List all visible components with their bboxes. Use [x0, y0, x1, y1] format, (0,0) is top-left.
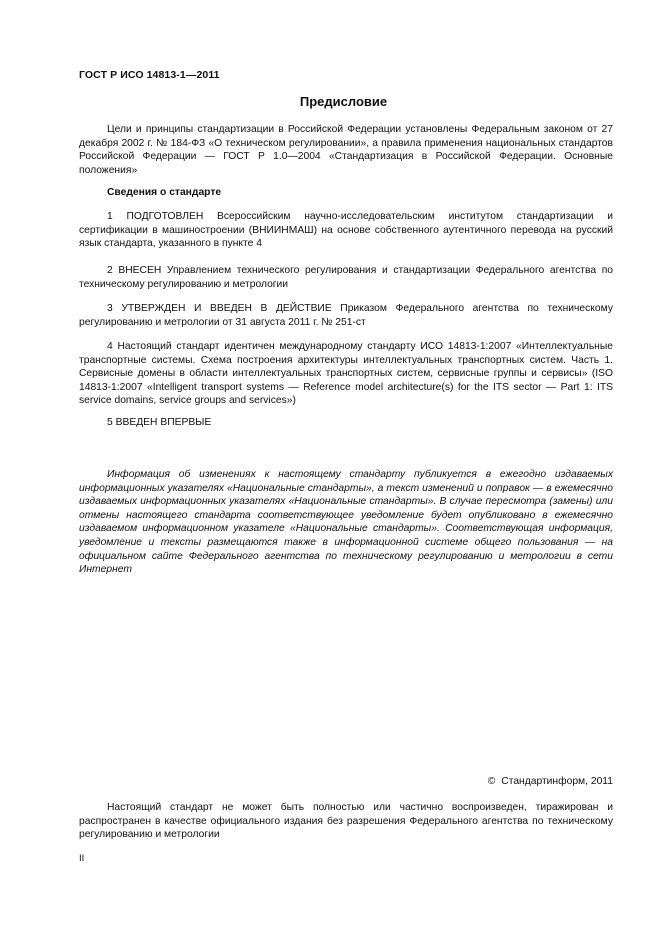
page-title: Предисловие	[299, 94, 388, 109]
item-2-text: 2 ВНЕСЕН Управлением технического регулирования и стандартизации Федерального агентства по техническому регулированию и метрологии	[79, 265, 613, 290]
reproduction-notice-text: Настоящий стандарт не может быть полностью или частично воспроизведен, тиражирован и распространен в качестве официального издания без разрешения Федерального агентства по техническому регулированию и метрологии	[79, 802, 613, 841]
standard-id-header: ГОСТ Р ИСО 14813-1—2011	[79, 69, 220, 81]
item-1-text: 1 ПОДГОТОВЛЕН Всероссийским научно-исследовательским институтом стандартизации и сертификации в машиностроении (ВНИИНМАШ) на основе собственного аутентичного перевода на русский язык стандарта, указанного в пункте 4	[79, 211, 613, 250]
item-2	[79, 264, 613, 291]
reproduction-notice	[79, 801, 613, 842]
item-1	[79, 210, 613, 251]
item-3-text: 3 УТВЕРЖДЕН И ВВЕДЕН В ДЕЙСТВИЕ Приказом Федерального агентства по техническому регулированию и метрологии от 31 августа 2011 г. № 251-ст	[79, 303, 613, 328]
notice-text: Информация об изменениях к настоящему стандарту публикуется в ежегодно издаваемых информационных указателях «Национальные стандарты», а текст изменений и поправок — в ежемесячно издаваемых информационных указателях «Национальные стандарты». В случае пересмотра (замены) или отмены настоящего стандарта соответствующее уведомление будет опубликовано в ежемесячно издаваемом информационном указателе «Национальные стандарты». Соответствующая информация, уведомление и тексты размещаются также в информационной системе общего пользования — на официальном сайте Федерального агентства по техническому регулированию и метрологии в сети Интернет	[79, 469, 613, 576]
notice-paragraph	[79, 468, 613, 577]
copyright-line	[488, 776, 613, 787]
item-4-text: 4 Настоящий стандарт идентичен международному стандарту ИСО 14813-1:2007 «Интеллектуальные транспортные системы. Схема построения архитектуры интеллектуальных транспортных систем. Часть 1. Сервисные домены в области интеллектуальных транспортных систем, сервисные группы и сервисы» (ISO 14813-1:2007 «Intelligent transport systems — Reference model architecture(s) for the ITS sector — Part 1: ITS service domains, service groups and services»)	[79, 341, 613, 407]
intro-text: Цели и принципы стандартизации в Российской Федерации установлены Федеральным законом от 27 декабря 2002 г. № 184-ФЗ «О техническом регулировании», а правила применения национальных стандартов Российской Федерации — ГОСТ Р 1.0—2004 «Стандартизация в Российской Федерации. Основные положения»	[79, 124, 613, 176]
page-number: II	[79, 853, 85, 864]
copyright-symbol: ©	[487, 776, 496, 787]
item-5	[79, 416, 613, 430]
item-3	[79, 302, 613, 329]
copyright-text: Стандартинформ, 2011	[501, 776, 613, 787]
info-heading: Сведения о стандарте	[107, 187, 222, 198]
item-5-text: 5 ВВЕДЕН ВПЕРВЫЕ	[107, 417, 212, 428]
info-heading-block	[79, 186, 613, 200]
intro-paragraph	[79, 123, 613, 177]
item-4	[79, 340, 613, 408]
